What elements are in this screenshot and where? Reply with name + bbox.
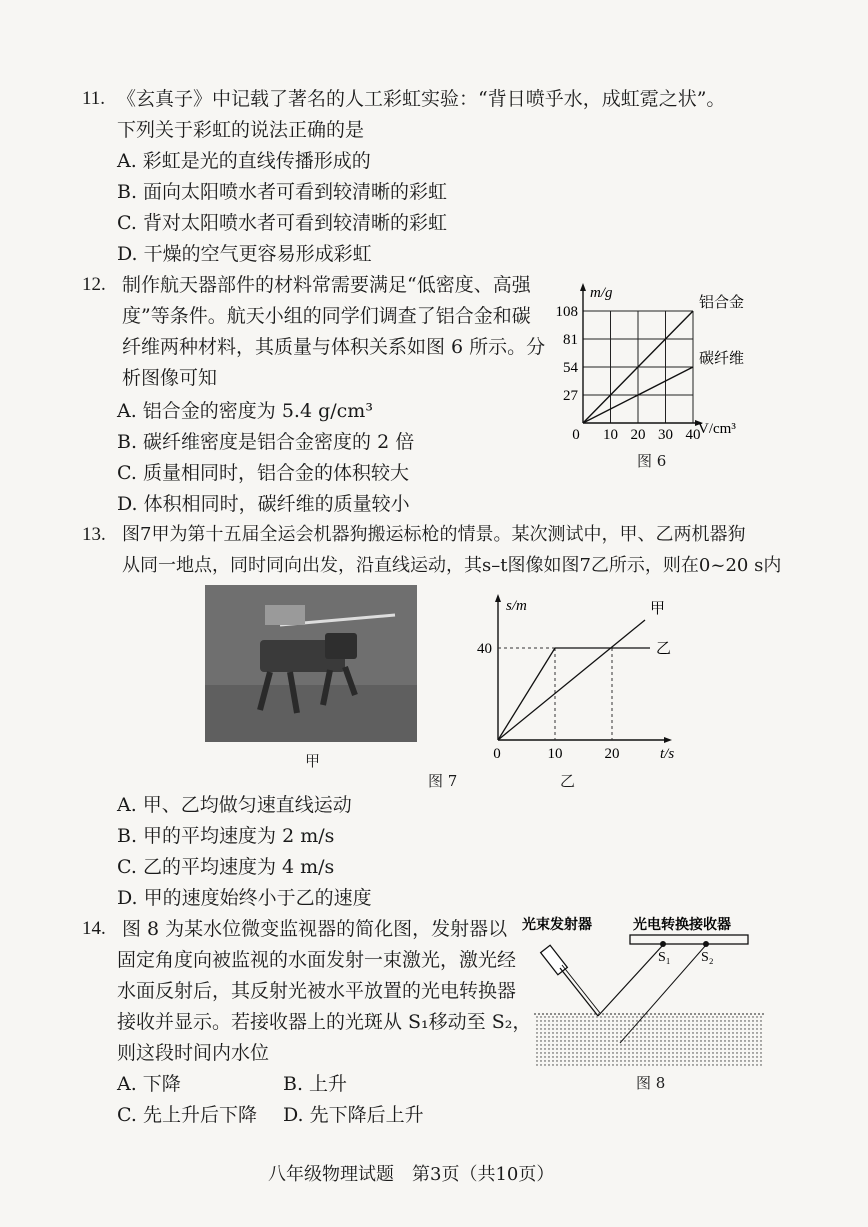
option-d: D. 干燥的空气更容易形成彩虹 xyxy=(117,243,372,265)
question-number: 11. xyxy=(82,88,106,109)
question-number: 13. xyxy=(82,524,106,545)
receiver-bar xyxy=(630,935,748,944)
question-stem: 制作航天器部件的材料常需要满足“低密度、高强 xyxy=(122,274,531,296)
photo-ground xyxy=(205,685,417,742)
robot-mount xyxy=(265,605,305,625)
robot-dog-photo xyxy=(205,585,417,742)
chart-series xyxy=(583,294,744,423)
option-c: C. 质量相同时，铝合金的体积较大 xyxy=(117,462,409,484)
figure-caption: 图 6 xyxy=(637,452,667,470)
line-yi-label: 乙 xyxy=(656,641,672,657)
point-s2 xyxy=(703,941,709,947)
page-footer: 八年级物理试题 第3页（共10页） xyxy=(268,1164,555,1185)
option-a: A. 铝合金的密度为 5.4 g/cm³ xyxy=(117,400,373,422)
line-jia-label: 甲 xyxy=(650,601,666,617)
question-stem: 则这段时间内水位 xyxy=(117,1042,270,1064)
option-b: B. 上升 xyxy=(283,1073,348,1095)
x-axis-arrow xyxy=(664,737,672,743)
question-stem: 《玄真子》中记载了著名的人工彩虹实验：“背日喷乎水，成虹霓之状”。 xyxy=(117,88,726,110)
line-yi-rise xyxy=(498,648,555,740)
option-a: A. 下降 xyxy=(117,1073,181,1095)
graph-label: 乙 xyxy=(560,772,576,790)
option-c: C. 先上升后下降 xyxy=(117,1104,257,1126)
question-stem: 接收并显示。若接收器上的光斑从 S₁移动至 S₂， xyxy=(117,1011,532,1033)
y-tick-label: 81 xyxy=(563,332,578,348)
option-d: D. 先下降后上升 xyxy=(283,1104,424,1126)
y-tick-label: 27 xyxy=(563,388,578,404)
x-tick-label: 40 xyxy=(685,427,701,443)
point-s1 xyxy=(660,941,666,947)
question-number: 14. xyxy=(82,918,106,939)
option-b: B. 碳纤维密度是铝合金密度的 2 倍 xyxy=(117,431,415,453)
x-tick-label: 20 xyxy=(630,427,646,443)
y-tick-label: 108 xyxy=(555,304,578,320)
x-tick-10: 10 xyxy=(547,746,563,760)
line-jia xyxy=(498,620,645,740)
question-stem: 从同一地点，同时同向出发，沿直线运动，其s–t图像如图7乙所示，则在0~20 s内 xyxy=(122,555,782,576)
option-a: A. 甲、乙均做匀速直线运动 xyxy=(117,794,352,816)
robot-dog-head xyxy=(325,633,357,659)
photo-label: 甲 xyxy=(305,752,321,770)
figure-8-diagram xyxy=(520,912,770,1070)
y-axis-label: m/g xyxy=(590,285,613,301)
x-axis-label: V/cm³ xyxy=(698,421,736,437)
option-d: D. 体积相同时，碳纤维的质量较小 xyxy=(117,493,410,515)
incident-ray-edge xyxy=(562,965,600,1013)
x-tick-20: 20 xyxy=(604,746,620,760)
figure-7-st-graph xyxy=(470,590,690,760)
figure-6-chart xyxy=(545,280,775,470)
x-axis-label: t/s xyxy=(660,746,675,760)
receiver-label: 光电转换接收器 xyxy=(633,918,731,933)
water-body xyxy=(534,1014,764,1066)
y-axis-arrow xyxy=(580,283,586,291)
question-stem: 固定角度向被监视的水面发射一束激光，激光经 xyxy=(117,949,517,971)
question-stem: 析图像可知 xyxy=(122,367,218,389)
y-tick-label: 54 xyxy=(563,360,578,376)
question-stem: 下列关于彩虹的说法正确的是 xyxy=(117,119,365,141)
x-tick-label: 10 xyxy=(603,427,618,443)
option-b: B. 面向太阳喷水者可看到较清晰的彩虹 xyxy=(117,181,448,203)
emitter-label: 光束发射器 xyxy=(522,918,592,933)
series-label: 碳纤维 xyxy=(699,351,745,367)
y-axis-label: s/m xyxy=(506,598,527,614)
question-stem: 纤维两种材料，其质量与体积关系如图 6 所示。分 xyxy=(122,336,546,358)
figure-caption: 图 7 xyxy=(428,772,458,790)
figure-caption: 图 8 xyxy=(636,1074,666,1092)
option-b: B. 甲的平均速度为 2 m/s xyxy=(117,825,335,847)
question-stem: 水面反射后，其反射光被水平放置的光电转换器 xyxy=(117,980,517,1002)
option-d: D. 甲的速度始终小于乙的速度 xyxy=(117,887,372,909)
emitter-device xyxy=(541,945,568,974)
s1-label: S₁ xyxy=(658,950,671,965)
option-c: C. 乙的平均速度为 4 m/s xyxy=(117,856,335,878)
origin-label: 0 xyxy=(493,746,501,760)
option-a: A. 彩虹是光的直线传播形成的 xyxy=(117,150,371,172)
x-tick-label: 30 xyxy=(658,427,673,443)
s2-label: S₂ xyxy=(701,950,714,965)
question-stem: 度”等条件。航天小组的同学们调查了铝合金和碳 xyxy=(122,305,531,327)
option-c: C. 背对太阳喷水者可看到较清晰的彩虹 xyxy=(117,212,447,234)
incident-ray xyxy=(560,968,598,1016)
y-tick-40: 40 xyxy=(477,641,492,657)
question-stem: 图 8 为某水位微变监视器的简化图，发射器以 xyxy=(122,918,508,940)
question-number: 12. xyxy=(82,274,106,295)
y-axis-arrow xyxy=(495,594,501,602)
origin-label: 0 xyxy=(572,427,580,443)
series-label: 铝合金 xyxy=(699,295,745,311)
question-stem: 图7甲为第十五届全运会机器狗搬运标枪的情景。某次测试中，甲、乙两机器狗 xyxy=(122,524,746,545)
